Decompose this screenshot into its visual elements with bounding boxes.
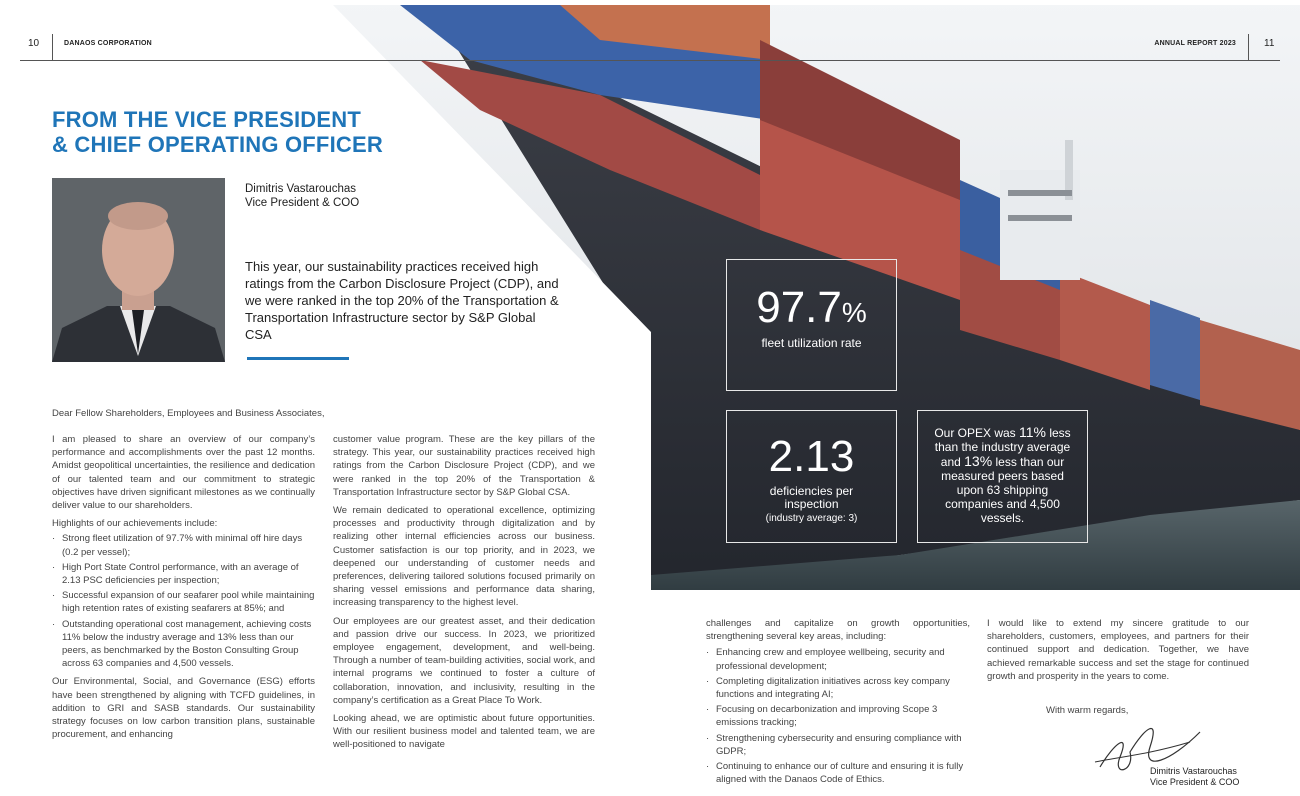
stat-utilization-label: fleet utilization rate xyxy=(761,336,862,350)
opex-pct-peers: 13% xyxy=(964,453,993,469)
signature-name: Dimitris Vastarouchas xyxy=(1150,766,1237,776)
title-line-1: FROM THE VICE PRESIDENT xyxy=(52,107,361,132)
text-column-1 xyxy=(52,433,315,746)
stat-psc-value: 2.13 xyxy=(768,432,855,481)
stat-opex-text xyxy=(918,425,1087,525)
stat-psc-deficiencies xyxy=(726,410,897,543)
list-item: · Continuing to enhance our of culture and ensuring it is fully aligned with the Danaos Code of Ethics. xyxy=(706,760,970,786)
list-item: · Strong fleet utilization of 97.7% with minimal off hire days (0.2 per vessel); xyxy=(52,532,315,558)
stat-fleet-utilization xyxy=(726,259,897,391)
list-item: · High Port State Control performance, with an average of 2.13 PSC deficiencies per inspection; xyxy=(52,561,315,587)
list-item: · Enhancing crew and employee wellbeing, security and professional development; xyxy=(706,646,970,672)
portrait-photo xyxy=(52,178,225,362)
stat-utilization-value xyxy=(727,283,896,335)
utilization-unit: % xyxy=(841,297,867,328)
list-item: · Strengthening cybersecurity and ensuring compliance with GDPR; xyxy=(706,732,970,758)
header-divider-left xyxy=(52,34,53,61)
col2-paragraph-4: Looking ahead, we are optimistic about future opportunities. With our resilient business model and talented team, we are well-positioned to navigate xyxy=(333,713,595,751)
list-item: · Completing digitalization initiatives across key company functions and integrating AI; xyxy=(706,675,970,701)
col4-paragraph-1: I would like to extend my sincere gratitude to our shareholders, customers, employees, and partners for their continued support and dedication. Together, we have achieved remarkable success and set the stage for continued growth and prosperity in the years to come. xyxy=(987,618,1249,682)
page-title xyxy=(52,107,383,157)
col3-paragraph-1: challenges and capitalize on growth opportunities, strengthening several key areas, including: xyxy=(706,618,970,643)
stat-opex xyxy=(917,410,1088,543)
col2-paragraph-2: We remain dedicated to operational excellence, optimizing processes and productivity through digitalization and by realizing other internal efficiencies across our business. Customer satisfaction is our top priority, and in 2023, we deepened our understanding of customer needs and preferences, delivering tailored solutions focused primarily on sharing vessel emissions and performance data sharing, increasing transparency to the highest level. xyxy=(333,505,595,609)
text-column-2 xyxy=(333,433,595,757)
header-report: ANNUAL REPORT 2023 xyxy=(1154,40,1236,47)
title-line-2: & CHIEF OPERATING OFFICER xyxy=(52,132,383,157)
page-number-left: 10 xyxy=(28,38,40,49)
quote-underline xyxy=(247,357,349,360)
page-number-right: 11 xyxy=(1264,38,1275,49)
col2-paragraph-3: Our employees are our greatest asset, and their dedication and passion drive our success. In 2023, we prioritized employee engagement, development, and well-being. Through a number of team-building activities, social work, and internal programs we continued to foster a culture of collaboration, innovation, and inclusivity, resulting in the company’s certification as a Great Place To Work. xyxy=(333,615,595,706)
stat-psc-note: (industry average: 3) xyxy=(765,513,858,524)
pull-quote: This year, our sustainability practices received high ratings from the Carbon Disclosure Project (CDP), and we were ranked in the top 20% of the Transportation & Transportation Infrastructure sector by S&P Global CSA xyxy=(245,259,559,342)
closing-regards: With warm regards, xyxy=(1046,705,1129,716)
header-divider-right xyxy=(1248,34,1249,61)
opex-pct-industry: 11% xyxy=(1019,424,1046,440)
stat-psc-label: deficiencies per inspection xyxy=(769,484,854,511)
header-rule xyxy=(20,60,1280,61)
opex-text-e: less than our measured peers based upon 63 shipping companies and 4,500 vessels. xyxy=(941,455,1065,525)
opex-text-a: Our OPEX was xyxy=(934,426,1020,440)
header-company: DANAOS CORPORATION xyxy=(64,40,152,47)
list-item: · Successful expansion of our seafarer pool while maintaining high retention rates of existing seafarers at 85%; and xyxy=(52,589,315,615)
achievements-list xyxy=(52,532,315,670)
col1-paragraph-1: I am pleased to share an overview of our company’s performance and accomplishments over the past 12 months. Amidst geopolitical uncertainties, the resilience and dedication of our talented team and our commitment to strategic objectives have driven significant milestones as we continually deliver value to our shareholders. xyxy=(52,434,315,512)
utilization-number: 97.7 xyxy=(756,283,842,332)
text-column-4 xyxy=(987,617,1249,688)
portrait-illustration xyxy=(52,178,225,362)
list-item: · Focusing on decarbonization and improving Scope 3 emissions tracking; xyxy=(706,703,970,729)
signature-caption xyxy=(1150,766,1239,788)
opex-text-c: less than the industry average and xyxy=(934,426,1071,469)
signer-name: Dimitris Vastarouchas xyxy=(245,183,356,195)
key-areas-list xyxy=(706,646,970,786)
col2-paragraph-1: customer value program. These are the key pillars of the strategy. This year, our sustainability practices received high ratings from the Carbon Disclosure Project (CDP), and we were ranked in the top 20% of the Transportation & Transportation Infrastructure sector by S&P Global CSA. xyxy=(333,434,595,498)
text-column-3 xyxy=(706,617,970,791)
signature-role: Vice President & COO xyxy=(1150,777,1240,787)
greeting: Dear Fellow Shareholders, Employees and Business Associates, xyxy=(52,408,325,419)
col1-paragraph-2: Highlights of our achievements include: xyxy=(52,518,218,530)
signer-block xyxy=(245,182,359,210)
signer-role: Vice President & COO xyxy=(245,197,360,209)
box-corner-cut xyxy=(726,361,766,391)
list-item: · Outstanding operational cost management, achieving costs 11% below the industry average and 13% less than our peers, as benchmarked by the Boston Consulting Group across 63 companies and 4,500 vessels. xyxy=(52,618,315,671)
col1-paragraph-3: Our Environmental, Social, and Governance (ESG) efforts have been strengthened by aligning with TCFD guidelines, in addition to GRI and SASB standards. Our sustainability strategy focuses on low carbon transition plans, sustainable procurement, and enhancing xyxy=(52,676,315,741)
